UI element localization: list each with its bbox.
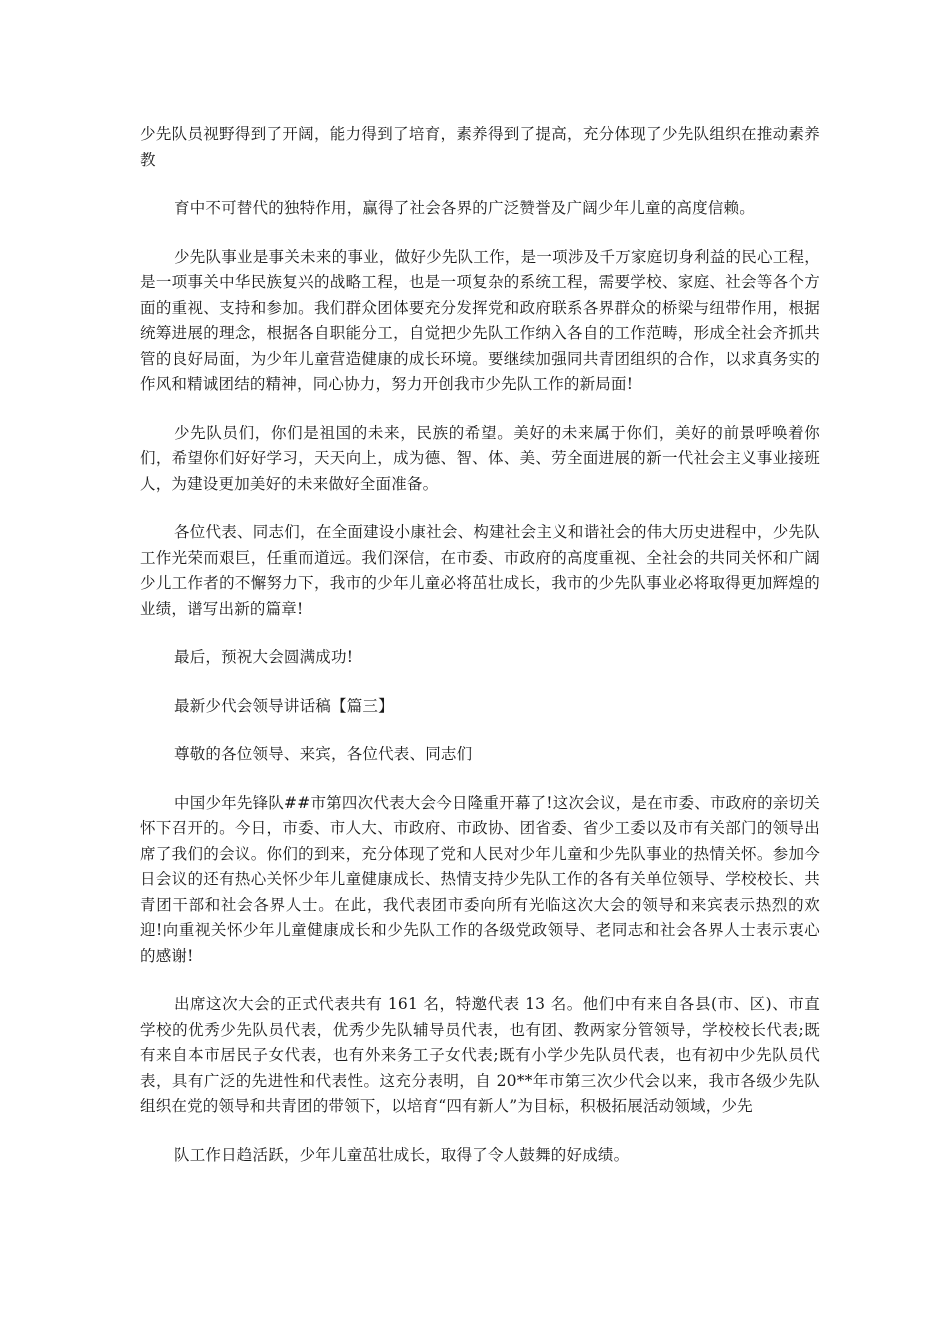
paragraph-11: 队工作日趋活跃，少年儿童茁壮成长，取得了令人鼓舞的好成绩。 — [174, 1145, 630, 1164]
paragraph-5: 各位代表、同志们，在全面建设小康社会、构建社会主义和谐社会的伟大历史进程中，少先队工作光荣而艰巨，任重而道远。我们深信，在市委、市政府的高度重视、全社会的共同关怀和广阔少儿工作者的不懈努力下，我市的少年儿童必将茁壮成长，我市的少先队事业必将取得更加辉煌的业绩，谱写出新的篇章! — [140, 523, 820, 618]
document-body — [140, 122, 820, 1191]
paragraph-4: 少先队员们，你们是祖国的未来，民族的希望。美好的未来属于你们，美好的前景呼唤着你们，希望你们好好学习，天天向上，成为德、智、体、美、劳全面进展的新一代社会主义事业接班人，为建设更加美好的未来做好全面准备。 — [140, 423, 820, 493]
section-heading: 最新少代会领导讲话稿【篇三】 — [174, 696, 394, 715]
paragraph-3: 少先队事业是事关未来的事业，做好少先队工作，是一项涉及千万家庭切身利益的民心工程，是一项事关中华民族复兴的战略工程，也是一项复杂的系统工程，需要学校、家庭、社会等各个方面的重视、支持和参加。我们群众团体要充分发挥党和政府联系各界群众的桥梁与纽带作用，根据统筹进展的理念，根据各自职能分工，自觉把少先队工作纳入各自的工作范畴，形成全社会齐抓共管的良好局面，为少年儿童营造健康的成长环境。要继续加强同共青团组织的合作，以求真务实的作风和精诚团结的精神，同心协力，努力开创我市少先队工作的新局面! — [140, 247, 820, 393]
paragraph-10: 出席这次大会的正式代表共有 161 名，特邀代表 13 名。他们中有来自各县(市、区)、市直学校的优秀少先队员代表，优秀少先队辅导员代表，也有团、教两家分管领导，学校校长代表;既有来自本市居民子女代表，也有外来务工子女代表;既有小学少先队员代表，也有初中少先队员代表，具有广泛的先进性和代表性。这充分表明，自 20**年市第三次少代会以来，我市各级少先队组织在党的领导和共青团的带领下，以培育“四有新人”为目标，积极拓展活动领域，少先 — [140, 995, 820, 1115]
paragraph-closing-wish: 最后，预祝大会圆满成功! — [174, 648, 354, 666]
paragraph-2: 育中不可替代的独特作用，赢得了社会各界的广泛赞誉及广阔少年儿童的高度信赖。 — [174, 199, 755, 217]
salutation: 尊敬的各位领导、来宾，各位代表、同志们 — [174, 745, 473, 763]
paragraph-1: 少先队员视野得到了开阔，能力得到了培育，素养得到了提高，充分体现了少先队组织在推动素养教 — [140, 125, 820, 169]
paragraph-9: 中国少年先锋队##市第四次代表大会今日隆重开幕了!这次会议，是在市委、市政府的亲切关怀下召开的。今日，市委、市人大、市政府、市政协、团省委、省少工委以及市有关部门的领导出席了我们的会议。你们的到来，充分体现了党和人民对少年儿童和少先队事业的热情关怀。参加今日会议的还有热心关怀少年儿童健康成长、热情支持少先队工作的各有关单位领导、学校校长、共青团干部和社会各界人士。在此，我代表团市委向所有光临这次大会的领导和来宾表示热烈的欢迎!向重视关怀少年儿童健康成长和少先队工作的各级党政领导、老同志和社会各界人士表示衷心的感谢! — [140, 793, 820, 965]
